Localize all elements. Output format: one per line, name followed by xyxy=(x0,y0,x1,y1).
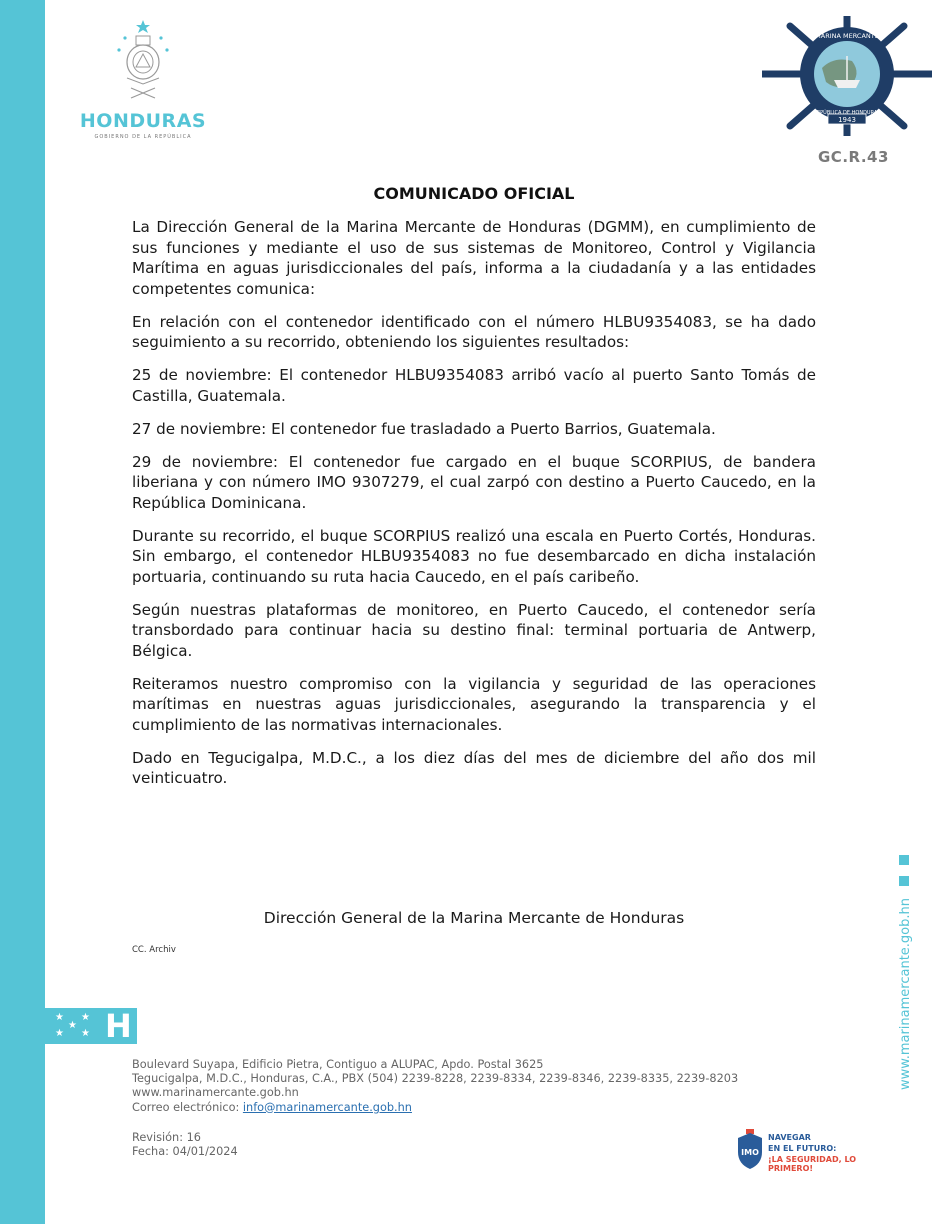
revision-info xyxy=(132,1131,238,1159)
flag-letter: H xyxy=(105,1007,132,1045)
star-icon: ★ xyxy=(55,1028,64,1039)
logo-year: 1943 xyxy=(838,116,856,124)
logo-ring-top: MARINA MERCANTE xyxy=(815,32,879,40)
paragraph: 25 de noviembre: El contenedor HLBU9354083 arribó vacío al puerto Santo Tomás de Castilla, Guatemala. xyxy=(132,366,816,405)
marina-mercante-logo xyxy=(762,16,932,136)
paragraph: Dado en Tegucigalpa, M.D.C., a los diez días del mes de diciembre del año dos mil veinticuatro. xyxy=(132,748,816,787)
footer-contact xyxy=(132,1058,738,1115)
logo-ring-bottom: REPÚBLICA DE HONDURAS xyxy=(813,110,881,116)
imo-line-1: NAVEGAR xyxy=(768,1133,811,1142)
document-body xyxy=(132,217,816,801)
footer-address: Boulevard Suyapa, Edificio Pietra, Contiguo a ALUPAC, Apdo. Postal 3625 xyxy=(132,1058,544,1071)
page-title: COMUNICADO OFICIAL xyxy=(373,184,575,203)
honduras-government-logo xyxy=(78,18,208,140)
honduras-flag-block xyxy=(45,1008,137,1044)
star-icon: ★ xyxy=(81,1028,90,1039)
footer-website[interactable]: www.marinamercante.gob.hn xyxy=(132,1086,299,1100)
accent-square xyxy=(899,855,909,865)
accent-square xyxy=(899,876,909,886)
honduras-wordmark: HONDURAS xyxy=(79,110,207,132)
government-subtitle: GOBIERNO DE LA REPÚBLICA xyxy=(94,134,192,140)
email-label: Correo electrónico: xyxy=(132,1100,243,1114)
vertical-website-url: www.marinamercante.gob.hn xyxy=(898,898,913,1090)
paragraph: 29 de noviembre: El contenedor fue cargado en el buque SCORPIUS, de bandera liberiana y con número IMO 9307279, el cual zarpó con destino a Puerto Caucedo, en la República Dominicana. xyxy=(132,452,816,512)
paragraph: Según nuestras plataformas de monitoreo, en Puerto Caucedo, el contenedor sería transbordado para continuar hacia su destino final: terminal portuaria de Antwerp, Bélgica. xyxy=(132,600,816,660)
star-icon: ★ xyxy=(68,1020,77,1031)
signature-line: Dirección General de la Marina Mercante de Honduras xyxy=(263,909,685,927)
coat-of-arms-icon xyxy=(113,18,173,104)
paragraph: Reiteramos nuestro compromiso con la vigilancia y seguridad de las operaciones marítimas en nuestras aguas jurisdiccionales, asegurando la transparencia y el cumplimiento de las normativas internacionales. xyxy=(132,674,816,734)
imo-line-3: ¡LA SEGURIDAD, LO PRIMERO! xyxy=(768,1155,857,1173)
document-code: GC.R.43 xyxy=(818,148,889,166)
email-link[interactable]: info@marinamercante.gob.hn xyxy=(242,1100,412,1114)
paragraph: En relación con el contenedor identificado con el número HLBU9354083, se ha dado seguimiento a su recorrido, obteniendo los siguientes resultados: xyxy=(132,312,816,351)
footer-email-row xyxy=(132,1101,738,1115)
star-icon: ★ xyxy=(81,1012,90,1023)
star-icon: ★ xyxy=(55,1012,64,1023)
imo-slogan-logo xyxy=(734,1128,894,1172)
imo-badge-text: IMO xyxy=(741,1148,759,1157)
imo-line-2: EN EL FUTURO: xyxy=(768,1144,837,1153)
revision-number: Revisión: 16 xyxy=(132,1131,201,1144)
imo-shield-icon xyxy=(734,1128,766,1170)
revision-date: Fecha: 04/01/2024 xyxy=(132,1145,238,1159)
paragraph: 27 de noviembre: El contenedor fue trasladado a Puerto Barrios, Guatemala. xyxy=(132,419,716,438)
paragraph: La Dirección General de la Marina Mercante de Honduras (DGMM), en cumplimiento de sus funciones y mediante el uso de sus sistemas de Monitoreo, Control y Vigilancia Marítima en aguas jurisdiccionales del país, informa a la ciudadanía y a las entidades competentes comunica: xyxy=(132,218,816,298)
footer-phones: Tegucigalpa, M.D.C., Honduras, C.A., PBX (504) 2239-8228, 2239-8334, 2239-8346, 2239-8335, 2239-8203 xyxy=(132,1072,739,1086)
paragraph: Durante su recorrido, el buque SCORPIUS realizó una escala en Puerto Cortés, Honduras. Sin embargo, el contenedor HLBU9354083 no fue desembarcado en dicha instalación portuaria, continuando su ruta hacia Caucedo, en el país caribeño. xyxy=(132,526,816,586)
cc-note: CC. Archiv xyxy=(132,945,176,955)
